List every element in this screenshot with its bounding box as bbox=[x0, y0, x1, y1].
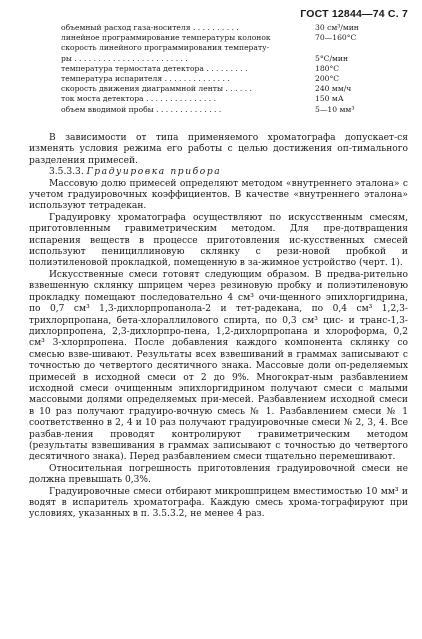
parameter-value: 180°С bbox=[315, 63, 340, 73]
paragraph: Градуировку хроматографа осуществляют по искусственным смесям, приготовленным гравиметрическим методом. Для пре-дотвращения испарения веществ в процессе приготовления ис-кусственных смесей используют пенициллиновую склянку с рези-новой пробкой и полиэтиленовой прокладкой, помещенную в за-жимное устройство (черт. 1). bbox=[29, 212, 408, 269]
section-heading bbox=[29, 167, 408, 178]
parameter-row bbox=[61, 33, 381, 43]
parameter-value: 5°С/мин bbox=[315, 53, 349, 63]
parameter-row bbox=[61, 74, 381, 84]
parameter-label: температура испарителя . . . . . . . . . . . . . . bbox=[61, 74, 230, 84]
section-number: 3.5.3.3. bbox=[49, 167, 84, 178]
paragraph: Градуировочные смеси отбирают микрошприцем вместимостью 10 мм³ и водят в испаритель хроматографа. Каждую смесь хрома-тографируют при условиях, указанных в п. 3.5.3.2, не менее 4 раз. bbox=[29, 486, 408, 520]
parameter-label: линейное программирование температуры колонок bbox=[61, 33, 271, 43]
parameter-label: объем вводимой пробы . . . . . . . . . . . . . . bbox=[61, 104, 222, 114]
parameter-row bbox=[61, 105, 381, 115]
parameter-value: 240 мм/ч bbox=[315, 84, 352, 94]
chromatograph-parameters-list bbox=[61, 23, 381, 115]
parameter-value: 150 мА bbox=[315, 94, 344, 104]
parameter-label: скорость движения диаграммной ленты . . . . . . bbox=[61, 84, 252, 94]
parameter-value: 5—10 мм³ bbox=[315, 104, 355, 114]
parameter-label: ры . . . . . . . . . . . . . . . . . . . . . . . . bbox=[61, 53, 188, 63]
parameter-row bbox=[61, 54, 381, 64]
parameter-label: ток моста детектора . . . . . . . . . . . . . . . bbox=[61, 94, 216, 104]
parameter-label: объемный расход газа-носителя . . . . . . . . . . bbox=[61, 23, 239, 32]
parameter-value: 200°С bbox=[315, 74, 340, 84]
parameter-row bbox=[61, 84, 381, 94]
parameter-value: 70—160°С bbox=[315, 33, 357, 43]
parameter-value: 30 см³/мин bbox=[315, 23, 359, 32]
parameter-row bbox=[61, 23, 381, 33]
parameter-label: скорость линейного программирования температу- bbox=[61, 43, 270, 53]
paragraph: Массовую долю примесей определяют методом «внутреннего эталона» с учетом градуировочных коэффициентов. В качестве «внутреннего эталона» используют тетрадекан. bbox=[29, 178, 408, 212]
parameter-row bbox=[61, 64, 381, 74]
parameter-value bbox=[315, 43, 381, 53]
parameter-row bbox=[61, 43, 381, 53]
paragraph: Относительная погрешность приготовления градуировочной смеси не должна превышать 0,3%. bbox=[29, 463, 408, 486]
paragraph: Искусственные смеси готовят следующим образом. В предва-рительно взвешенную склянку шприцем через резиновую пробку и полиэтиленовую прокладку помещают последовательно 4 см³ очи-щенного эпихлоргидрина, по 0,7 см³ 1,3-дихлорпропанола-2 и тет-радекана, по 0,4 см³ 1,2,3-трихлорпропана, бета-хлораллилового спирта, по 0,3 см³ цис- и транс-1,3-дихлорпропена, 2,3-дихлорпро-пена, 1,2-дихлорпропана и хлороформа, 0,2 см³ 3-хлорпропена. После добавления каждого компонента склянку со смесью взве-шивают. Результаты всех взвешиваний в граммах записывают с точностью до четвертого десятичного знака. Массовые доли оп-ределяемых примесей в исходной смеси от 2 до 9%. Многократ-ным разбавлением исходной смеси очищенным эпихлоргидрином получают смеси с малыми массовыми долями определяемых при-месей. Разбавлением исходной смеси в 10 раз получают градуиро-вочную смесь № 1. Разбавлением смеси № 1 соответственно в 2, 4 и 10 раз получают градуировочные смеси № 2, 3, 4. Все разбав-ления проводят контролируют гравиметрическим методом (результаты взвешивания в граммах записывают с точностью до четвертого десятичного знака). Перед разбавлением смеси тщательно перемешивают. bbox=[29, 269, 408, 463]
document-body bbox=[29, 133, 408, 521]
parameter-label: температура термостата детектора . . . . . . . . . bbox=[61, 63, 248, 73]
page-header: ГОСТ 12844—74 С. 7 bbox=[300, 8, 408, 20]
parameter-row bbox=[61, 94, 381, 104]
section-title: Градуировка прибора bbox=[86, 167, 222, 178]
paragraph: В зависимости от типа применяемого хроматографа допускает-ся изменять условия режима его работы с целью достижения оп-тимального разделения примесей. bbox=[29, 133, 408, 166]
